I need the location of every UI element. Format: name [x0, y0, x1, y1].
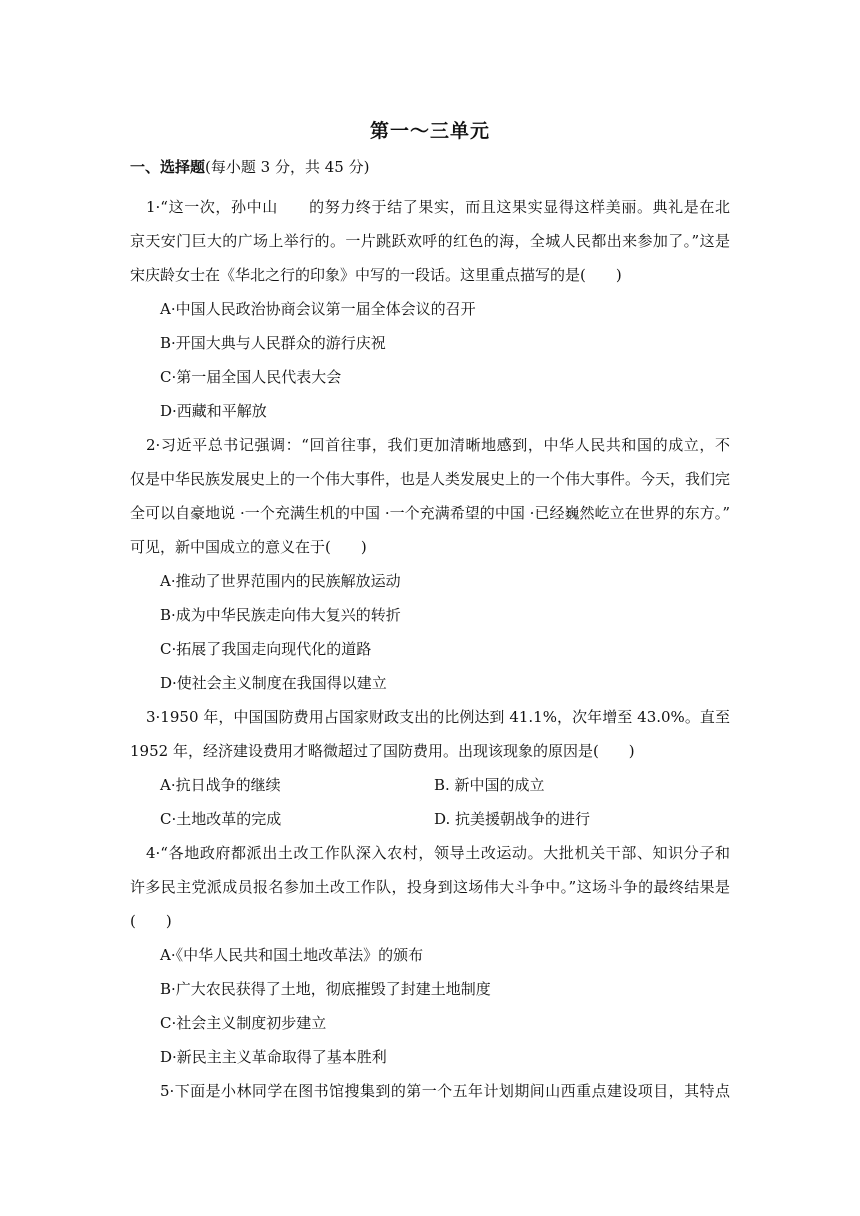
question-1-line-3: 宋庆龄女士在《华北之行的印象》中写的一段话。这里重点描写的是( ) — [130, 266, 622, 284]
section-heading — [130, 156, 369, 177]
section-heading-label: 一、选择题 — [130, 158, 206, 176]
question-1-option-c: C·第一届全国人民代表大会 — [160, 368, 342, 386]
question-2-option-b: B·成为中华民族走向伟大复兴的转折 — [160, 606, 401, 624]
question-3-option-c: C·土地改革的完成 — [160, 810, 282, 828]
question-1-option-d: D·西藏和平解放 — [160, 402, 267, 420]
question-4-line-3: ( ) — [130, 912, 172, 930]
question-2-option-a: A·推动了世界范围内的民族解放运动 — [160, 572, 401, 590]
question-4-option-c: C·社会主义制度初步建立 — [160, 1014, 327, 1032]
question-2-option-d: D·使社会主义制度在我国得以建立 — [160, 674, 387, 692]
question-5-line-1: 5·下面是小林同学在图书馆搜集到的第一个五年计划期间山西重点建设项目，其特点 — [160, 1082, 730, 1100]
question-1-option-a: A·中国人民政治协商会议第一届全体会议的召开 — [160, 300, 476, 318]
question-3-option-d: D. 抗美援朝战争的进行 — [434, 810, 591, 828]
section-heading-note: (每小题 3 分，共 45 分) — [205, 158, 370, 176]
question-3-option-a: A·抗日战争的继续 — [160, 776, 281, 794]
question-4-option-b: B·广大农民获得了土地，彻底摧毁了封建土地制度 — [160, 980, 491, 998]
question-2-option-c: C·拓展了我国走向现代化的道路 — [160, 640, 372, 658]
question-4-option-d: D·新民主主义革命取得了基本胜利 — [160, 1048, 387, 1066]
question-1-line-1: 1·“这一次，孙中山 的努力终于结了果实，而且这果实显得这样美丽。典礼是在北 — [146, 198, 730, 216]
question-1-option-b: B·开国大典与人民群众的游行庆祝 — [160, 334, 386, 352]
page-title: 第一～三单元 — [369, 120, 490, 142]
question-2-line-3: 全可以自豪地说 ·一个充满生机的中国 ·一个充满希望的中国 ·已经巍然屹立在世界的东方。” — [130, 504, 730, 522]
question-3-line-2: 1952 年，经济建设费用才略微超过了国防费用。出现该现象的原因是( ) — [130, 742, 635, 760]
question-1-line-2: 京天安门巨大的广场上举行的。一片跳跃欢呼的红色的海，全城人民都出来参加了。”这是 — [130, 232, 730, 250]
question-4-line-1: 4·“各地政府都派出土改工作队深入农村，领导土改运动。大批机关干部、知识分子和 — [146, 844, 730, 862]
question-2-line-2: 仅是中华民族发展史上的一个伟大事件，也是人类发展史上的一个伟大事件。今天，我们完 — [130, 470, 731, 488]
question-2-line-1: 2·习近平总书记强调：“回首往事，我们更加清晰地感到，中华人民共和国的成立，不 — [146, 436, 730, 454]
question-2-line-4: 可见，新中国成立的意义在于( ) — [130, 538, 367, 556]
question-4-option-a: A·《中华人民共和国土地改革法》的颁布 — [160, 946, 424, 964]
question-3-line-1: 3·1950 年，中国国防费用占国家财政支出的比例达到 41.1%，次年增至 43.0%。直至 — [146, 708, 730, 726]
question-4-line-2: 许多民主党派成员报名参加土改工作队，投身到这场伟大斗争中。”这场斗争的最终结果是 — [130, 878, 730, 896]
question-3-option-b: B. 新中国的成立 — [434, 776, 545, 794]
